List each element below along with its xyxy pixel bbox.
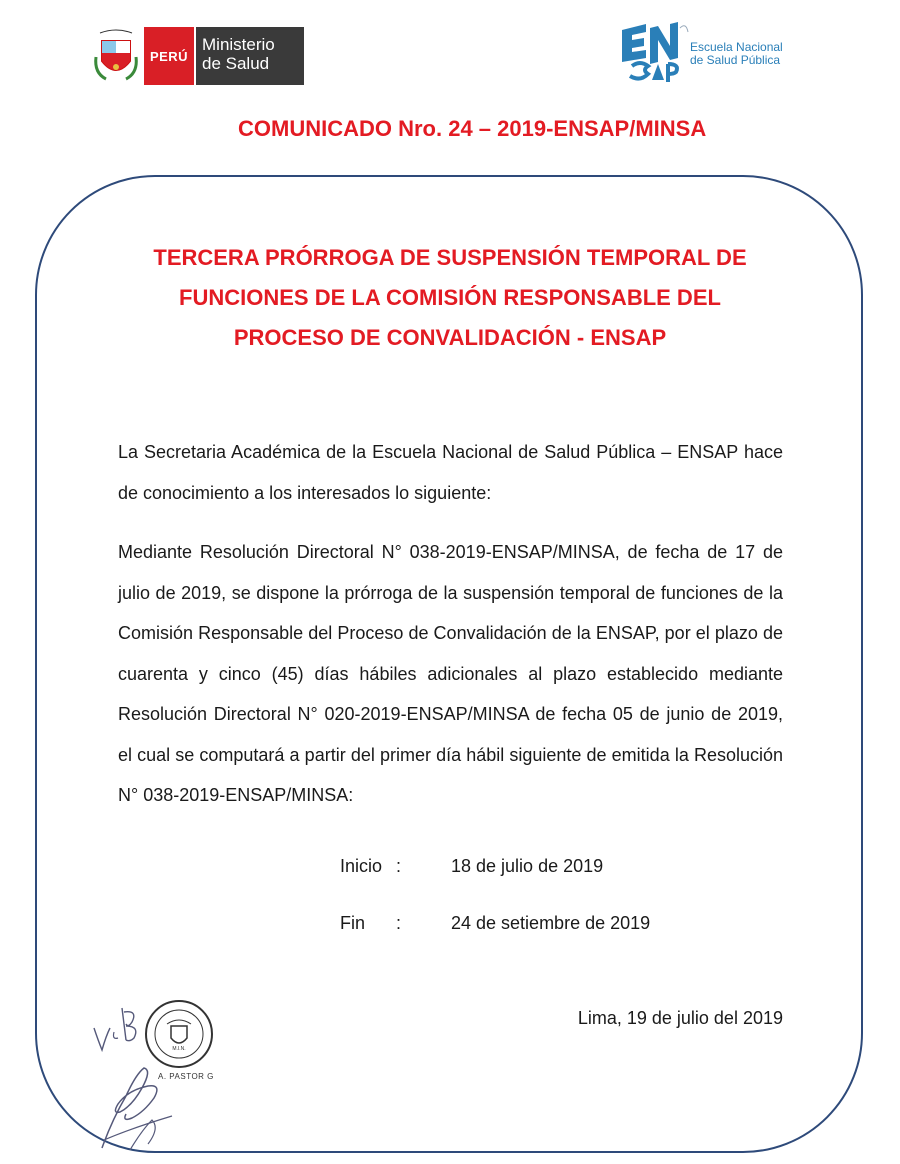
- ensap-name: [690, 41, 800, 67]
- fin-date: 24 de setiembre de 2019: [451, 913, 651, 933]
- ensap-logo: [618, 18, 793, 88]
- minsa-logo: [92, 27, 304, 85]
- place-date-line: Lima, 19 de julio del 2019: [577, 1008, 783, 1028]
- peru-coat-of-arms-icon: [92, 27, 140, 85]
- document-title: [100, 238, 800, 358]
- title-line: TERCERA PRÓRROGA DE SUSPENSIÓN TEMPORAL DE: [153, 245, 747, 270]
- fin-label: Fin: [340, 913, 366, 933]
- title-line: PROCESO DE CONVALIDACIÓN - ENSAP: [233, 325, 667, 350]
- signature-icon: [82, 1000, 202, 1158]
- inicio-label: Inicio: [340, 856, 383, 876]
- ensap-name-line-2: de Salud Pública: [690, 53, 781, 67]
- body-paragraph: Mediante Resolución Directoral N° 038-2019-ENSAP/MINSA, de fecha de 17 de julio de 2019, se dispone la prórroga de la suspensión temporal de funciones de la Comisión Responsable del Proceso de Convalidación de la ENSAP, por el plazo de cuarenta y cinco (45) días hábiles adicionales al plazo establecido mediante Resolución Directoral N° 020-2019-ENSAP/MINSA de fecha 05 de junio de 2019, el cual se computará a partir del primer día hábil siguiente de emitida la Resolución N° 038-2019-ENSAP/MINSA:: [118, 542, 783, 805]
- title-line: FUNCIONES DE LA COMISIÓN RESPONSABLE DEL: [179, 285, 721, 310]
- ministerio-line-2: de Salud: [202, 54, 270, 73]
- ensap-name-line-1: Escuela Nacional: [690, 40, 783, 54]
- ministerio-line-1: Ministerio: [202, 35, 275, 54]
- seal-name: A. PASTOR G: [158, 1072, 214, 1081]
- inicio-date: 18 de julio de 2019: [451, 856, 604, 876]
- intro-paragraph: La Secretaria Académica de la Escuela Nacional de Salud Pública – ENSAP hace de conocimiento a los interesados lo siguiente:: [118, 442, 783, 503]
- peru-label: PERÚ: [144, 27, 194, 85]
- comunicado-heading: COMUNICADO Nro. 24 – 2019-ENSAP/MINSA: [238, 116, 707, 141]
- ensap-emblem-icon: [618, 20, 690, 84]
- svg-text:M.I.N.: M.I.N.: [172, 1046, 186, 1052]
- ministerio-label: [196, 27, 304, 85]
- fin-separator: :: [396, 913, 402, 933]
- inicio-separator: :: [396, 856, 402, 876]
